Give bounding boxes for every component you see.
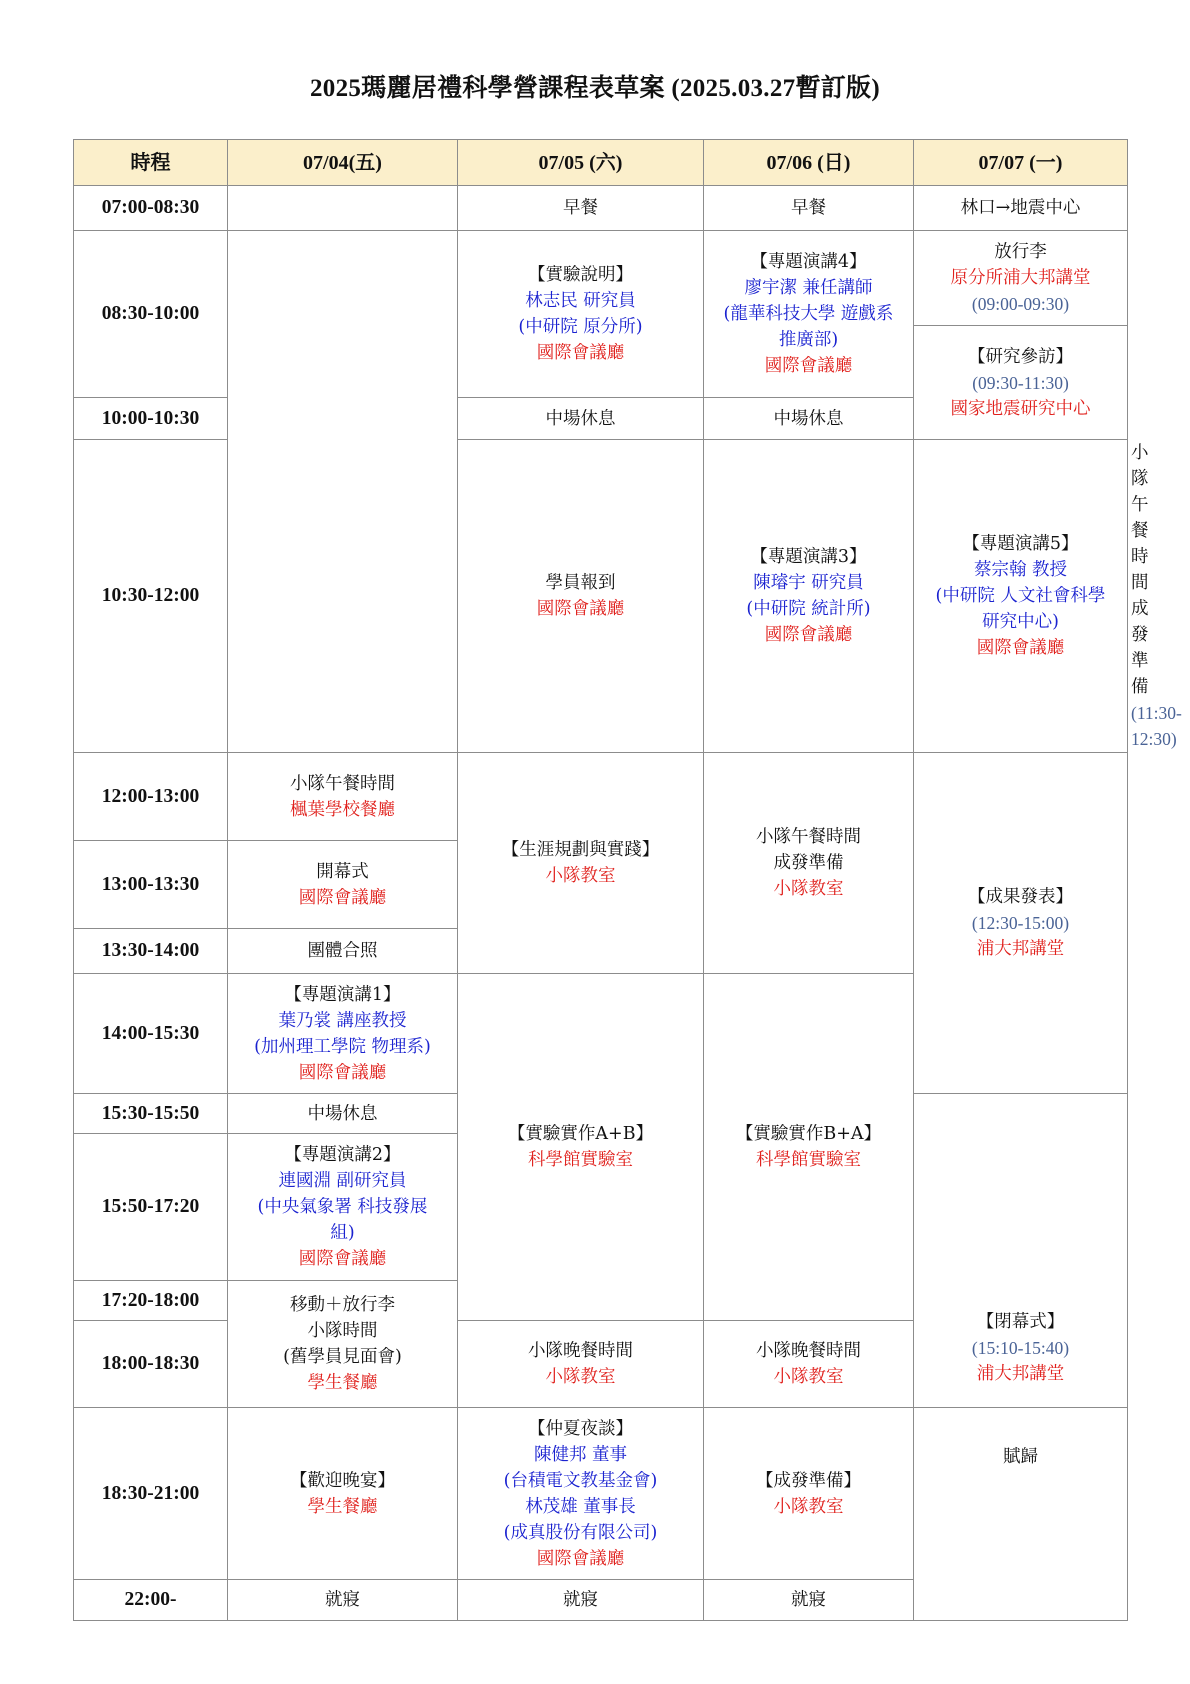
- header-day-0705: 07/05 (六): [458, 140, 704, 186]
- cell-line: 【專題演講3】: [750, 547, 867, 567]
- schedule-cell: [228, 841, 458, 929]
- table-row: 10:30-12:00 學員報到 國際會議廳 【專題演講3】 陳璿宇 研究員 (中研院 統計所) 國際會議廳 【專題演講5】 蔡宗翰 教授 (中研院 人文社會科學 研究中心) 國際會議廳 小隊午餐時間 成發準備 (11:30-12:30): [74, 440, 1128, 753]
- cell-line: 陳璿宇 研究員: [753, 573, 864, 593]
- cell-line: (中央氣象署 科技發展: [257, 1197, 428, 1217]
- schedule-cell-empty: [228, 186, 458, 231]
- cell-line: 早餐: [563, 198, 598, 218]
- cell-line: 小隊晚餐時間: [528, 1341, 633, 1361]
- time-slot: 14:00-15:30: [74, 974, 228, 1094]
- cell-line: 【專題演講4】: [750, 252, 867, 272]
- cell-line: 【閉幕式】: [976, 1312, 1065, 1332]
- cell-line: (成真股份有限公司): [503, 1522, 658, 1543]
- cell-line: 國際會議廳: [536, 599, 625, 619]
- cell-line: 【仲夏夜談】: [528, 1418, 633, 1439]
- cell-line: 國家地震研究中心: [950, 398, 1091, 419]
- schedule-cell: [458, 974, 704, 1321]
- cell-line: 科學館實驗室: [528, 1150, 633, 1170]
- cell-line: 原分所浦大邦講堂: [950, 268, 1091, 288]
- schedule-cell: [704, 398, 914, 440]
- cell-line: 就寢: [325, 1590, 360, 1610]
- schedule-cell: [458, 1408, 704, 1580]
- time-slot: 12:00-13:00: [74, 753, 228, 841]
- schedule-cell: [458, 231, 704, 398]
- cell-line: 【生涯規劃與實踐】: [501, 840, 660, 860]
- schedule-cell: [458, 1580, 704, 1621]
- schedule-cell: [228, 1094, 458, 1134]
- cell-line: 小隊晚餐時間: [756, 1341, 861, 1361]
- cell-line: 國際會議廳: [536, 343, 625, 363]
- cell-line: 團體合照: [307, 941, 378, 961]
- cell-line: (09:30-11:30): [972, 372, 1069, 393]
- cell-line: 小隊時間: [307, 1321, 378, 1341]
- cell-line: 【歡迎晚宴】: [290, 1470, 395, 1491]
- schedule-table: [73, 139, 1182, 1621]
- time-slot: 18:00-18:30: [74, 1321, 228, 1408]
- schedule-cell: [704, 186, 914, 231]
- cell-line: 國際會議廳: [764, 625, 853, 645]
- schedule-cell: [704, 440, 914, 753]
- schedule-cell: [228, 929, 458, 974]
- cell-line: 中場休息: [307, 1103, 378, 1124]
- schedule-cell: [228, 1408, 458, 1580]
- schedule-cell: [914, 1408, 1128, 1621]
- schedule-cell: [914, 186, 1128, 231]
- schedule-cell: [704, 753, 914, 974]
- time-slot: 17:20-18:00: [74, 1281, 228, 1321]
- cell-line: 國際會議廳: [298, 887, 387, 908]
- cell-line: 小隊教室: [545, 866, 616, 886]
- time-slot: 15:50-17:20: [74, 1134, 228, 1281]
- cell-line: 【實驗說明】: [528, 265, 633, 285]
- cell-line: 小隊午餐時間: [290, 773, 395, 794]
- cell-line: 小隊教室: [773, 1496, 844, 1517]
- cell-line: 【實驗實作A+B】: [507, 1124, 654, 1144]
- cell-line: 國際會議廳: [298, 1062, 387, 1083]
- schedule-cell: [458, 186, 704, 231]
- cell-line: (09:00-09:30): [971, 294, 1070, 314]
- time-slot: 08:30-10:00: [74, 231, 228, 398]
- cell-line: 林口→地震中心: [960, 198, 1081, 218]
- header-time: 時程: [74, 140, 228, 186]
- schedule-cell: [704, 1580, 914, 1621]
- time-slot: 15:30-15:50: [74, 1094, 228, 1134]
- schedule-cell: [914, 326, 1128, 440]
- cell-line: (15:10-15:40): [971, 1338, 1070, 1358]
- time-slot: 10:00-10:30: [74, 398, 228, 440]
- cell-line: 國際會議廳: [536, 1548, 625, 1569]
- cell-line: 小隊教室: [545, 1367, 616, 1387]
- cell-line: 移動＋放行李: [290, 1295, 395, 1315]
- table-row: [74, 231, 1128, 326]
- cell-line: 【成發準備】: [756, 1470, 861, 1491]
- cell-line: 葉乃裳 講座教授: [278, 1010, 407, 1031]
- page-title: 2025瑪麗居禮科學營課程表草案 (2025.03.27暫訂版): [309, 75, 880, 102]
- schedule-cell: [228, 1580, 458, 1621]
- schedule-cell: [458, 1321, 704, 1408]
- schedule-cell: [704, 1408, 914, 1580]
- cell-line: 【成果發表】: [968, 887, 1073, 907]
- cell-line: 賦歸: [1003, 1447, 1038, 1467]
- schedule-cell: [228, 753, 458, 841]
- time-slot: 07:00-08:30: [74, 186, 228, 231]
- cell-line: 【專題演講1】: [284, 984, 401, 1005]
- schedule-cell: [458, 753, 704, 974]
- cell-line: 小隊午餐時間: [756, 827, 861, 847]
- schedule-cell: [914, 231, 1128, 326]
- cell-line: 研究中心): [982, 612, 1059, 632]
- cell-line: 中場休息: [545, 408, 616, 429]
- schedule-cell: [914, 440, 1128, 753]
- cell-line: 林茂雄 董事長: [525, 1496, 636, 1517]
- schedule-cell: [914, 753, 1128, 1094]
- cell-line: 楓葉學校餐廳: [290, 799, 395, 820]
- cell-line: 國際會議廳: [976, 638, 1065, 658]
- cell-line: 中場休息: [773, 408, 844, 429]
- cell-line: 早餐: [791, 198, 826, 218]
- cell-line: 【實驗實作B+A】: [735, 1124, 882, 1144]
- cell-line: 蔡宗翰 教授: [973, 560, 1068, 580]
- schedule-cell: [704, 231, 914, 398]
- cell-line: 推廣部): [778, 330, 839, 350]
- cell-line: 廖宇潔 兼任講師: [744, 278, 873, 298]
- time-slot: 18:30-21:00: [74, 1408, 228, 1580]
- cell-line: 【專題演講2】: [284, 1145, 401, 1165]
- schedule-cell: [704, 974, 914, 1321]
- schedule-cell-empty: [228, 231, 458, 753]
- header-day-0704: 07/04(五): [228, 140, 458, 186]
- cell-line: 學生餐廳: [307, 1496, 378, 1517]
- schedule-cell: [228, 1281, 458, 1408]
- cell-line: (12:30-15:00): [971, 913, 1070, 933]
- cell-line: (中研院 統計所): [746, 599, 871, 619]
- schedule-cell: [704, 1321, 914, 1408]
- cell-line: (加州理工學院 物理系): [254, 1036, 431, 1057]
- schedule-cell: [458, 398, 704, 440]
- schedule-cell: [228, 974, 458, 1094]
- cell-line: (台積電文教基金會): [503, 1470, 658, 1491]
- cell-line: 小隊教室: [773, 1367, 844, 1387]
- schedule-cell: [458, 440, 704, 753]
- time-slot: 10:30-12:00: [74, 440, 228, 753]
- cell-line: (舊學員見面會): [283, 1347, 402, 1367]
- cell-line: (中研院 人文社會科學: [935, 586, 1106, 606]
- cell-line: 學員報到: [545, 573, 616, 593]
- cell-line: 就寢: [791, 1590, 826, 1610]
- cell-line: 林志民 研究員: [525, 291, 636, 311]
- cell-line: 組): [330, 1223, 355, 1243]
- schedule-cell: [228, 1134, 458, 1281]
- cell-line: 【專題演講5】: [962, 534, 1079, 554]
- time-slot: 13:00-13:30: [74, 841, 228, 929]
- cell-line: 學生餐廳: [307, 1373, 378, 1393]
- header-day-0706: 07/06 (日): [704, 140, 914, 186]
- cell-line: 【研究參訪】: [968, 346, 1073, 367]
- cell-line: 科學館實驗室: [756, 1150, 861, 1170]
- cell-line: 放行李: [994, 242, 1047, 262]
- table-row: [74, 753, 1128, 841]
- cell-line: 連國淵 副研究員: [278, 1171, 407, 1191]
- schedule-cell: [914, 1094, 1128, 1408]
- cell-line: 成發準備: [773, 853, 844, 873]
- time-slot: 13:30-14:00: [74, 929, 228, 974]
- cell-line: 小隊教室: [773, 879, 844, 899]
- table-row: [74, 1408, 1128, 1580]
- cell-line: 陳健邦 董事: [533, 1444, 628, 1465]
- cell-line: (中研院 原分所): [518, 317, 643, 337]
- table-row: [74, 186, 1128, 231]
- cell-line: 就寢: [563, 1590, 598, 1610]
- cell-line: 開幕式: [316, 861, 369, 882]
- time-slot: 22:00-: [74, 1580, 228, 1621]
- cell-line: 浦大邦講堂: [976, 939, 1065, 959]
- header-row: [74, 140, 1128, 186]
- cell-line: 浦大邦講堂: [976, 1364, 1065, 1384]
- cell-line: 國際會議廳: [298, 1249, 387, 1269]
- header-day-0707: 07/07 (一): [914, 140, 1128, 186]
- cell-line: (龍華科技大學 遊戲系: [723, 304, 894, 324]
- cell-line: 國際會議廳: [764, 356, 853, 376]
